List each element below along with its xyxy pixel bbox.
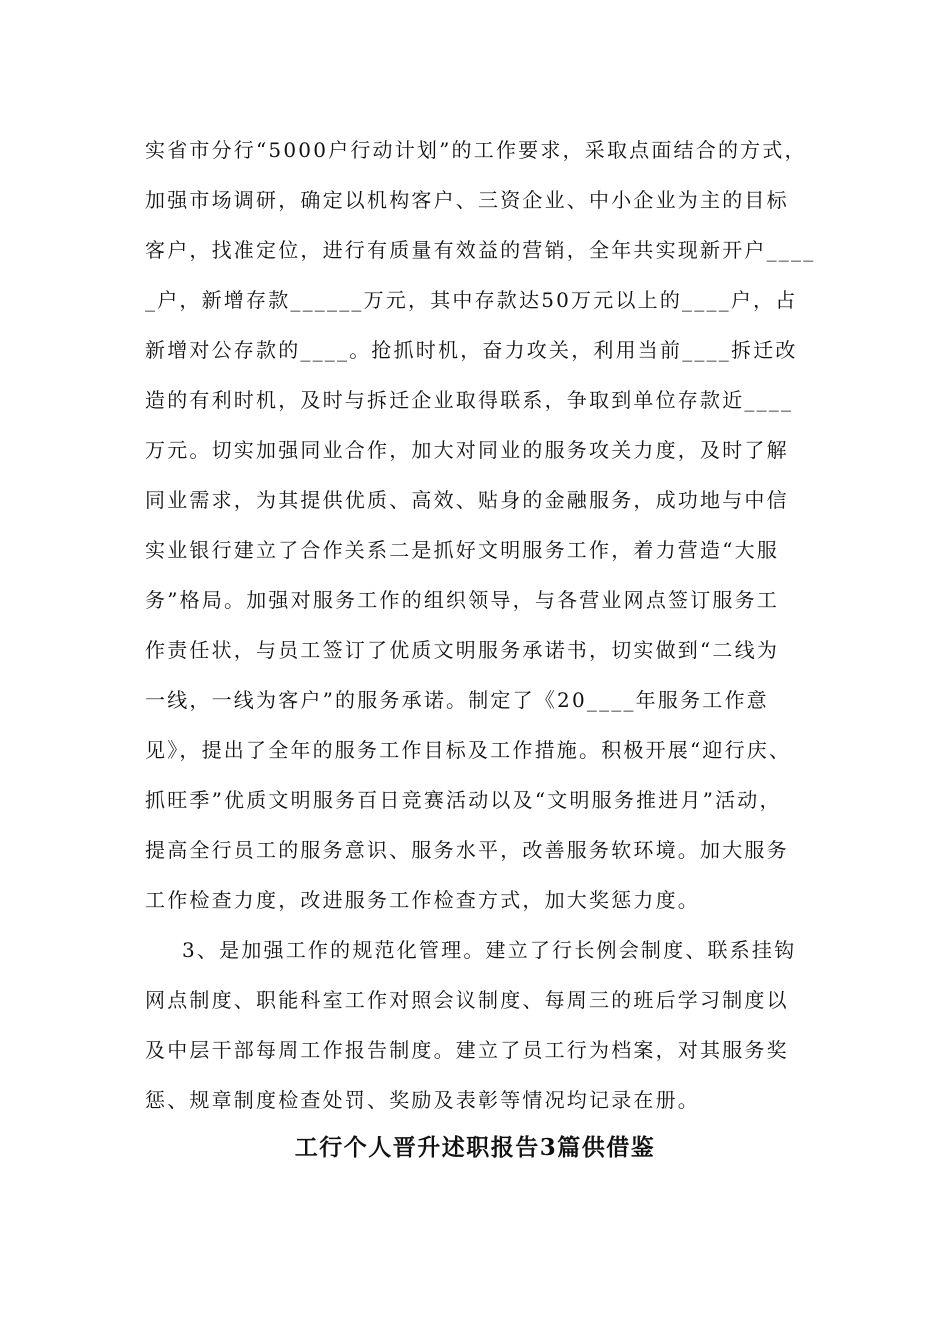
text-line: 网点制度、职能科室工作对照会议制度、每周三的班后学习制度以 [145, 988, 789, 1012]
text-line: 同业需求，为其提供优质、高效、贴身的金融服务，成功地与中信 [145, 488, 789, 512]
text-line: 提高全行员工的服务意识、服务水平，改善服务软环境。加大服务 [145, 838, 789, 862]
text-line: 及中层干部每周工作报告制度。建立了员工行为档案，对其服务奖 [145, 1038, 789, 1062]
text-line: 抓旺季”优质文明服务百日竞赛活动以及“文明服务推进月”活动， [145, 788, 782, 812]
text-line: 实省市分行“5000户行动计划”的工作要求，采取点面结合的方式， [145, 138, 807, 162]
text-line: 加强市场调研，确定以机构客户、三资企业、中小企业为主的目标 [145, 188, 789, 212]
paragraph-start-line: 3、是加强工作的规范化管理。建立了行长例会制度、联系挂钩 [182, 938, 797, 962]
text-line: 客户，找准定位，进行有质量有效益的营销，全年共实现新开户____ [145, 238, 816, 262]
text-line: 一线，一线为客户”的服务承诺。制定了《20____年服务工作意 [145, 688, 769, 712]
text-line: 务”格局。加强对服务工作的组织领导，与各营业网点签订服务工 [145, 588, 780, 612]
text-line: 实业银行建立了合作关系二是抓好文明服务工作，着力营造“大服 [145, 538, 780, 562]
text-line: 万元。切实加强同业合作，加大对同业的服务攻关力度，及时了解 [145, 438, 789, 462]
text-line: 新增对公存款的____。抢抓时机，奋力攻关，利用当前____拆迁改 [145, 338, 798, 362]
document-title: 工行个人晋升述职报告3篇供借鉴 [294, 1134, 656, 1161]
text-line: 造的有利时机，及时与拆迁企业取得联系，争取到单位存款近____ [145, 388, 794, 412]
text-line: 惩、规章制度检查处罚、奖励及表彰等情况均记录在册。 [145, 1088, 700, 1112]
text-line: 工作检查力度，改进服务工作检查方式，加大奖惩力度。 [145, 888, 700, 912]
text-line: 作责任状，与员工签订了优质文明服务承诺书，切实做到“二线为 [145, 638, 780, 662]
text-line: 见》，提出了全年的服务工作目标及工作措施。积极开展“迎行庆、 [145, 738, 792, 762]
text-line: _户，新增存款______万元，其中存款达50万元以上的____户，占 [145, 288, 798, 312]
